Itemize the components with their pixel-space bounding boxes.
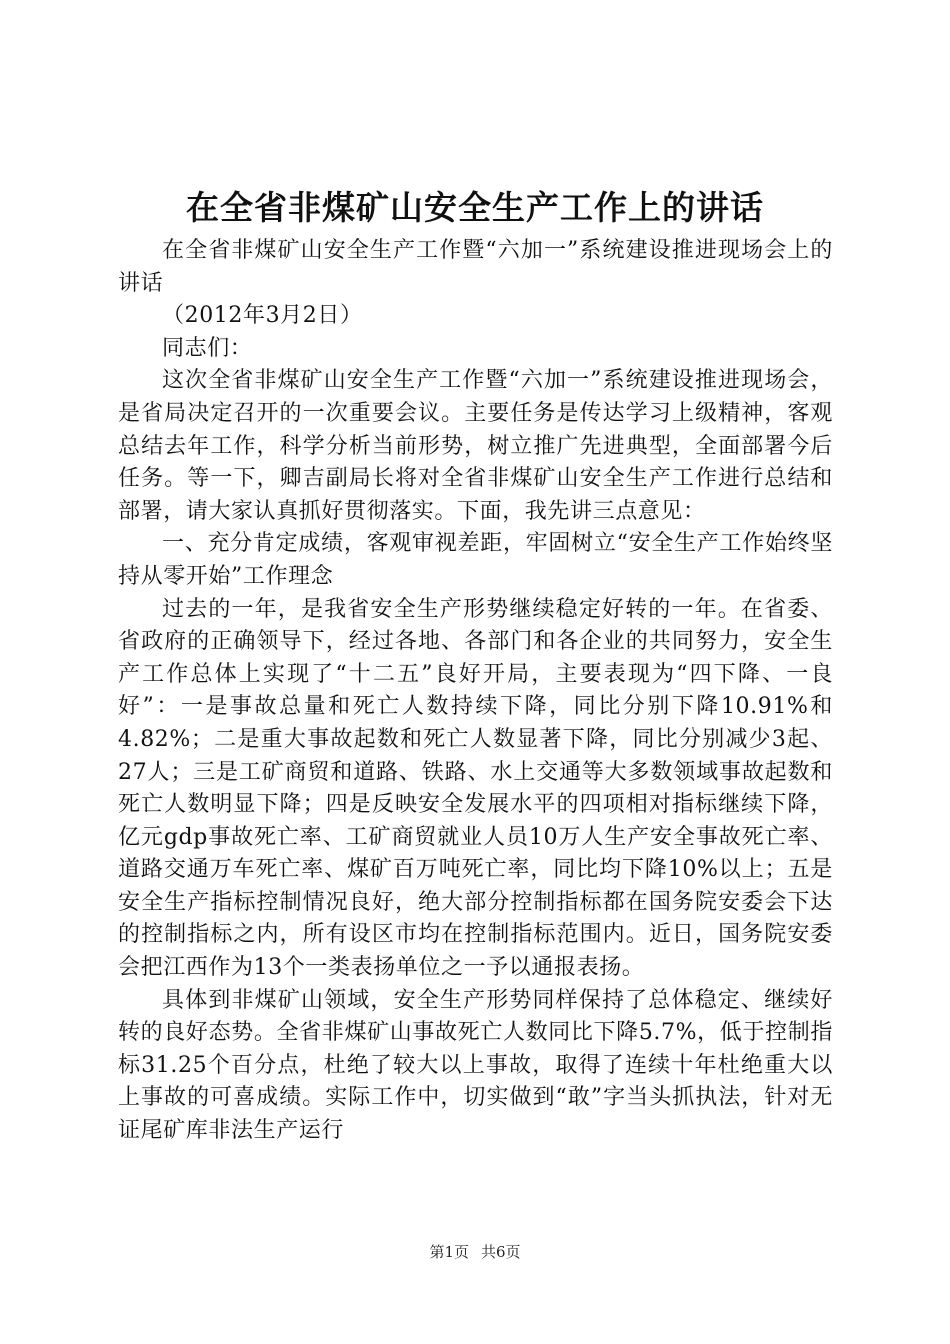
page-footer (0, 1240, 950, 1264)
document-title: 在全省非煤矿山安全生产工作上的讲话 (186, 188, 764, 227)
page-number: 第1页 (429, 1243, 469, 1261)
body-paragraph: 具体到非煤矿山领域，安全生产形势同样保持了总体稳定、继续好转的良好态势。全省非煤矿山事故死亡人数同比下降5.7%，低于控制指标31.25个百分点，杜绝了较大以上事故，取得了连续十年杜绝重大以上事故的可喜成绩。实际工作中，切实做到“敢”字当头抓执法，针对无证尾矿库非法生产运行 (118, 987, 833, 1144)
body-paragraph: 过去的一年，是我省安全生产形势继续稳定好转的一年。在省委、省政府的正确领导下，经过各地、各部门和各企业的共同努力，安全生产工作总体上实现了“十二五”良好开局，主要表现为“四下降、一良好”：一是事故总量和死亡人数持续下降，同比分别下降10.91%和4.82%；二是重大事故起数和死亡人数显著下降，同比分别减少3起、27人；三是工矿商贸和道路、铁路、水上交通等大多数领域事故起数和死亡人数明显下降；四是反映安全发展水平的四项相对指标继续下降，亿元gdp事故死亡率、工矿商贸就业人员10万人生产安全事故死亡率、道路交通万车死亡率、煤矿百万吨死亡率，同比均下降10%以上；五是安全生产指标控制情况良好，绝大部分控制指标都在国务院安委会下达的控制指标之内，所有设区市均在控制指标范围内。近日，国务院安委会把江西作为13个一类表扬单位之一予以通报表扬。 (118, 596, 833, 981)
page-total: 共6页 (481, 1243, 521, 1261)
document-body (118, 235, 833, 1148)
salutation: 同志们： (162, 335, 253, 361)
speech-date: （2012年3月2日） (162, 303, 363, 329)
section-heading: 一、充分肯定成绩，客观审视差距，牢固树立“安全生产工作始终坚持从零开始”工作理念 (118, 531, 833, 589)
body-paragraph: 这次全省非煤矿山安全生产工作暨“六加一”系统建设推进现场会，是省局决定召开的一次重要会议。主要任务是传达学习上级精神，客观总结去年工作，科学分析当前形势，树立推广先进典型，全面部署今后任务。等一下，卿吉副局长将对全省非煤矿山安全生产工作进行总结和部署，请大家认真抓好贯彻落实。下面，我先讲三点意见： (118, 368, 833, 524)
speech-subtitle: 在全省非煤矿山安全生产工作暨“六加一”系统建设推进现场会上的讲话 (118, 238, 833, 296)
